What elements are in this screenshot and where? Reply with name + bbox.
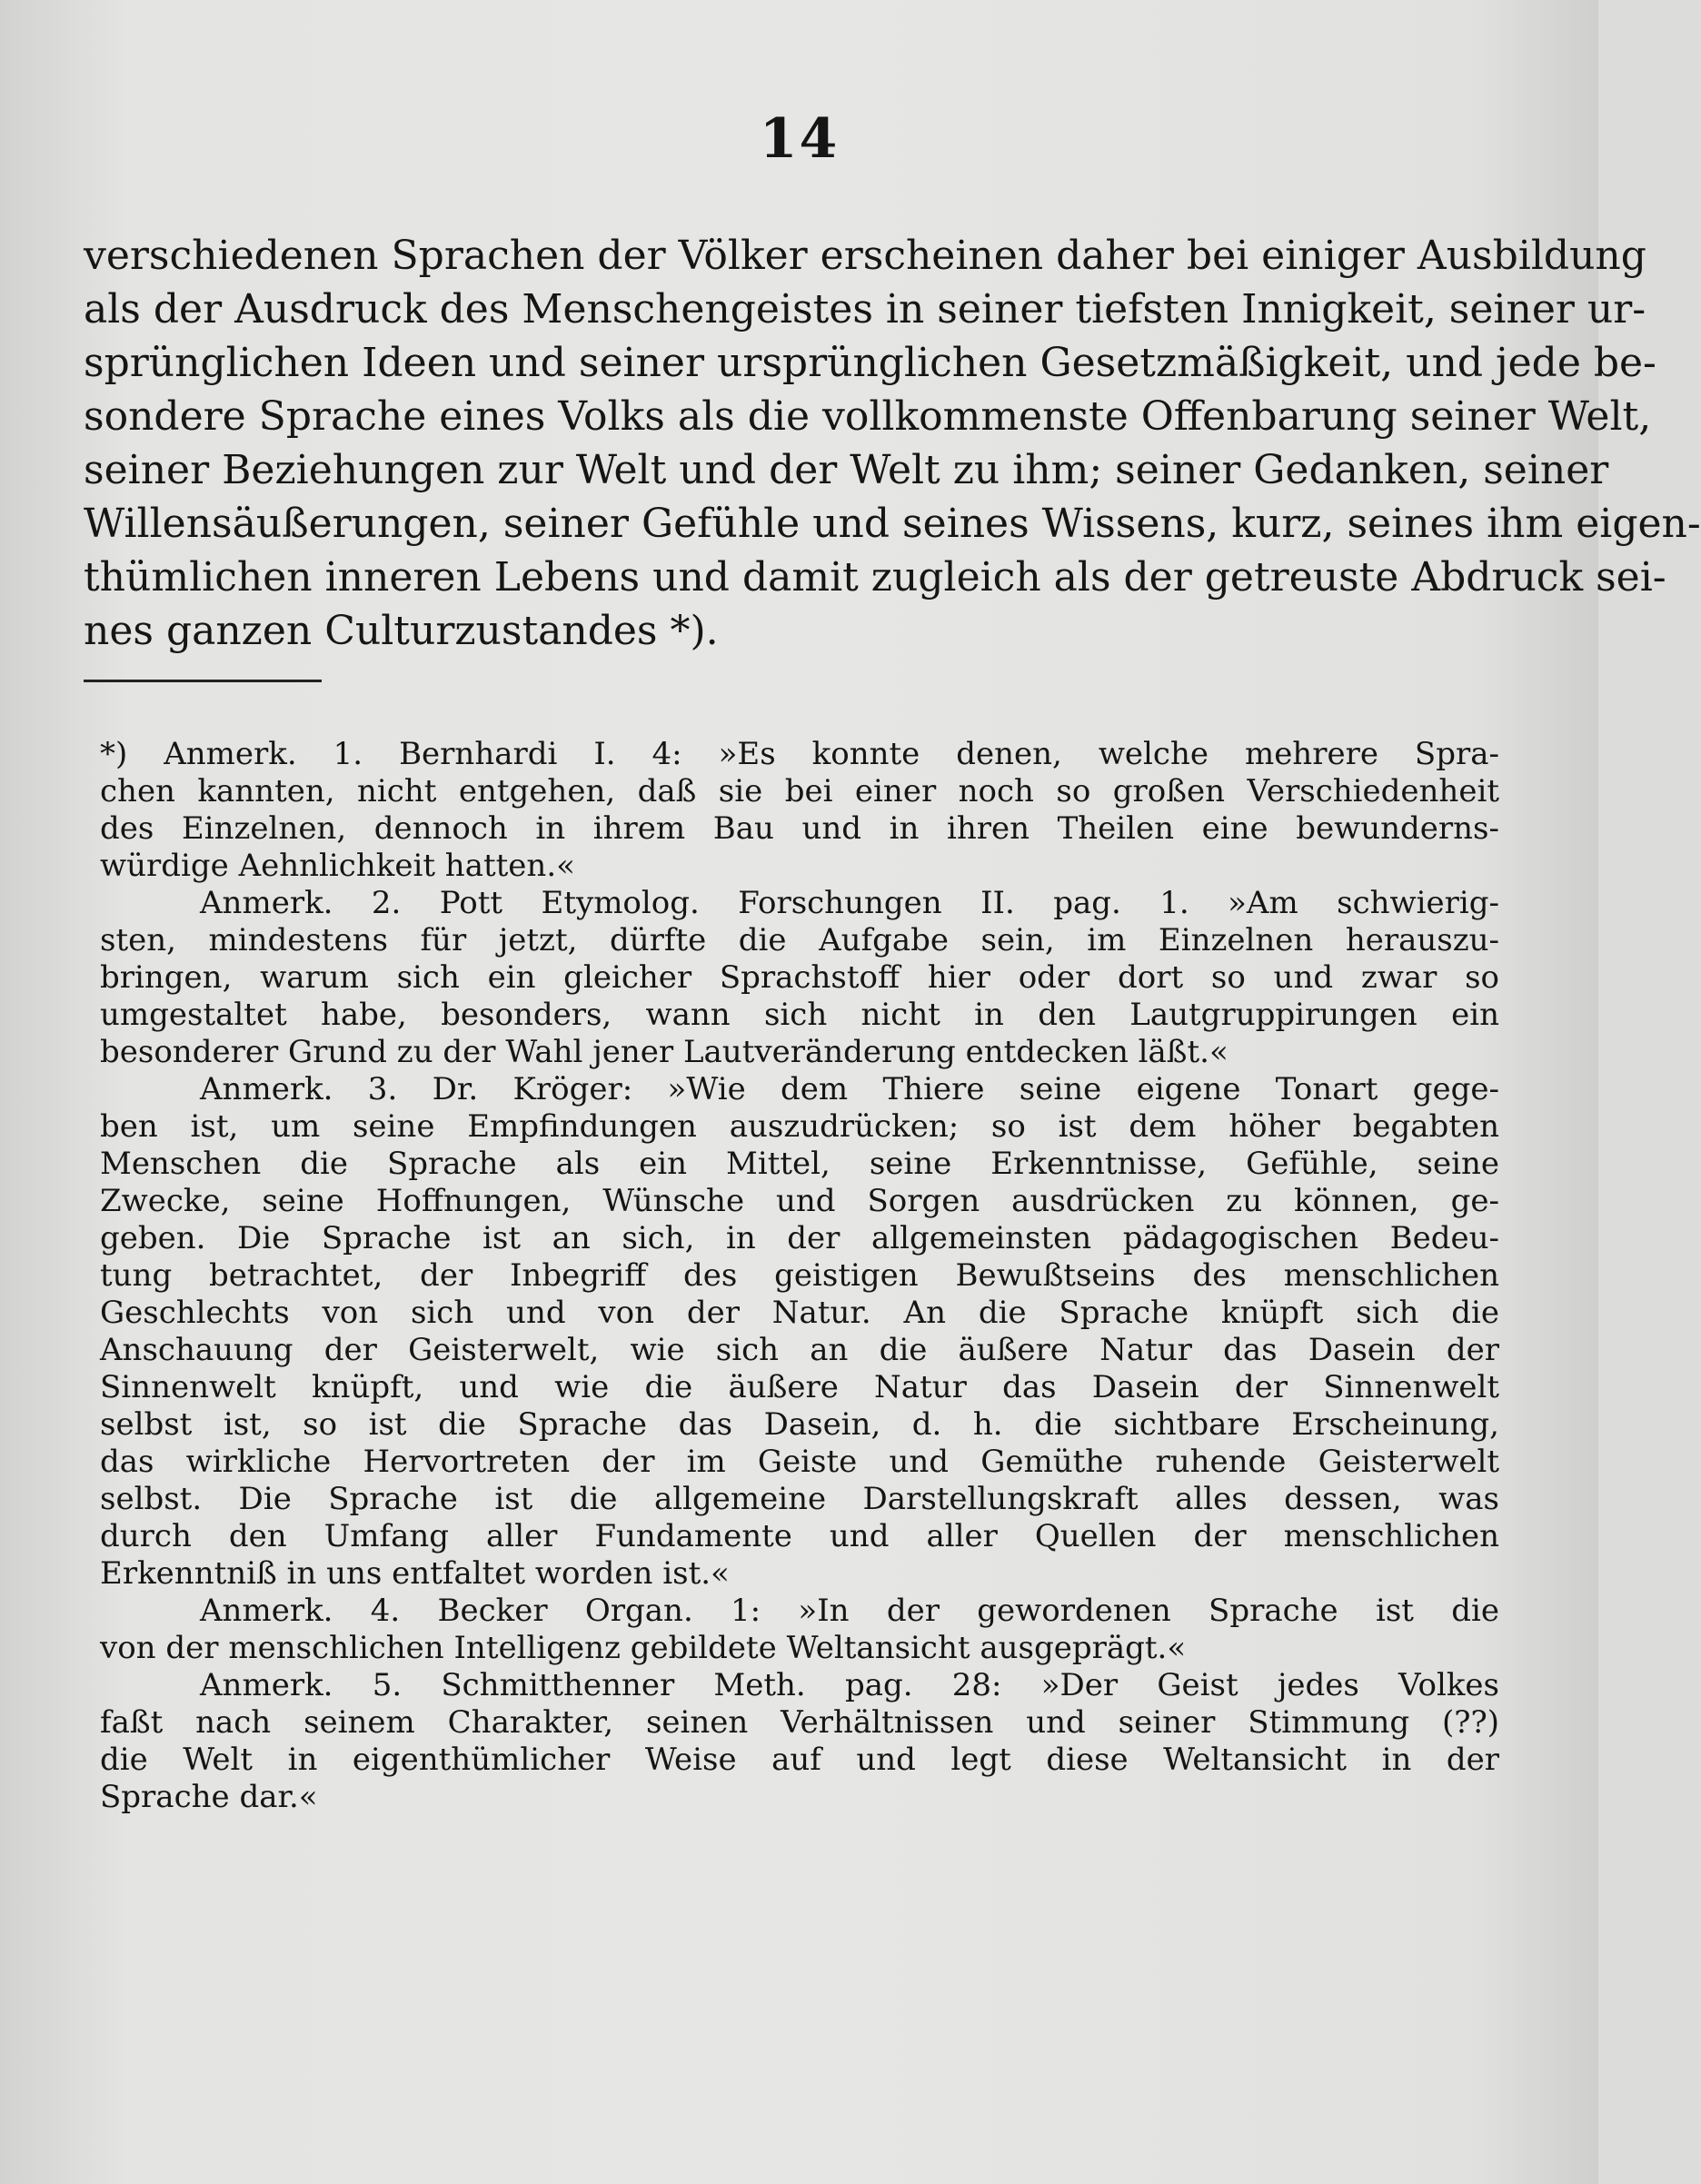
footnote-divider — [84, 680, 322, 682]
footnote-line: Anmerk. 5. Schmitthenner Meth. pag. 28: »Der Geist jedes Volkes — [200, 1667, 1499, 1703]
footnote-line: Geschlechts von sich und von der Natur. An die Sprache knüpft sich die — [100, 1295, 1499, 1331]
footnote-line: selbst ist, so ist die Sprache das Dasein, d. h. die sichtbare Erscheinung, — [100, 1406, 1499, 1443]
footnote-line: Zwecke, seine Hoffnungen, Wünsche und Sorgen ausdrücken zu können, ge- — [100, 1183, 1499, 1219]
footnote-line: *) Anmerk. 1. Bernhardi I. 4: »Es konnte denen, welche mehrere Spra- — [100, 736, 1499, 772]
text-line: sprünglichen Ideen und seiner ursprünglichen Gesetzmäßigkeit, und jede be- — [84, 340, 1656, 386]
footnote-line: bringen, warum sich ein gleicher Sprachstoff hier oder dort so und zwar so — [100, 959, 1499, 996]
footnote-line: Sprache dar.« — [100, 1779, 318, 1815]
footnote-line: die Welt in eigenthümlicher Weise auf und legt diese Weltansicht in der — [100, 1742, 1499, 1778]
footnote-line: geben. Die Sprache ist an sich, in der allgemeinsten pädagogischen Bedeu- — [100, 1220, 1499, 1256]
footnote-line: Anmerk. 4. Becker Organ. 1: »In der gewordenen Sprache ist die — [200, 1593, 1499, 1629]
footnote-line: Anschauung der Geisterwelt, wie sich an die äußere Natur das Dasein der — [100, 1332, 1499, 1368]
text-line: thümlichen inneren Lebens und damit zugleich als der getreuste Abdruck sei- — [84, 554, 1666, 601]
footnote-line: chen kannten, nicht entgehen, daß sie bei einer noch so großen Verschiedenheit — [100, 773, 1499, 809]
footnote-line: sten, mindestens für jetzt, dürfte die Aufgabe sein, im Einzelnen herauszu- — [100, 922, 1499, 958]
footnote-line: faßt nach seinem Charakter, seinen Verhältnissen und seiner Stimmung (??) — [100, 1704, 1499, 1741]
main-text — [84, 229, 1701, 658]
footnote-line: Erkenntniß in uns entfaltet worden ist.« — [100, 1555, 730, 1592]
footnote-line: würdige Aehnlichkeit hatten.« — [100, 848, 575, 884]
text-line: seiner Beziehungen zur Welt und der Welt zu ihm; seiner Gedanken, seiner — [84, 447, 1609, 493]
footnote-line: tung betrachtet, der Inbegriff des geistigen Bewußtseins des menschlichen — [100, 1257, 1499, 1294]
footnote-line: durch den Umfang aller Fundamente und aller Quellen der menschlichen — [100, 1518, 1499, 1554]
text-line: als der Ausdruck des Menschengeistes in seiner tiefsten Innigkeit, seiner ur- — [84, 286, 1646, 333]
footnote-line: umgestaltet habe, besonders, wann sich nicht in den Lautgruppirungen ein — [100, 997, 1499, 1033]
footnote-line: von der menschlichen Intelligenz gebildete Weltansicht ausgeprägt.« — [100, 1630, 1187, 1666]
text-line: Willensäußerungen, seiner Gefühle und seines Wissens, kurz, seines ihm eigen- — [84, 501, 1701, 547]
page-number: 14 — [759, 107, 840, 171]
footnote-line: selbst. Die Sprache ist die allgemeine Darstellungskraft alles dessen, was — [100, 1481, 1499, 1517]
footnote-line: ben ist, um seine Empfindungen auszudrücken; so ist dem höher begabten — [100, 1108, 1499, 1145]
footnote-line: des Einzelnen, dennoch in ihrem Bau und in ihren Theilen eine bewunderns- — [100, 810, 1499, 847]
text-line: nes ganzen Culturzustandes *). — [84, 608, 719, 654]
footnote-line: Anmerk. 3. Dr. Kröger: »Wie dem Thiere seine eigene Tonart gege- — [200, 1071, 1499, 1107]
footnote-line: besonderer Grund zu der Wahl jener Lautveränderung entdecken läßt.« — [100, 1034, 1228, 1070]
footnote-line: das wirkliche Hervortreten der im Geiste und Gemüthe ruhende Geisterwelt — [100, 1444, 1499, 1480]
footnotes — [100, 736, 1499, 1816]
text-line: verschiedenen Sprachen der Völker erscheinen daher bei einiger Ausbildung — [84, 233, 1646, 279]
footnote-line: Sinnenwelt knüpft, und wie die äußere Natur das Dasein der Sinnenwelt — [100, 1369, 1499, 1405]
footnote-line: Anmerk. 2. Pott Etymolog. Forschungen II. pag. 1. »Am schwierig- — [200, 885, 1499, 921]
footnote-line: Menschen die Sprache als ein Mittel, seine Erkenntnisse, Gefühle, seine — [100, 1146, 1499, 1182]
text-line: sondere Sprache eines Volks als die vollkommenste Offenbarung seiner Welt, — [84, 393, 1652, 440]
